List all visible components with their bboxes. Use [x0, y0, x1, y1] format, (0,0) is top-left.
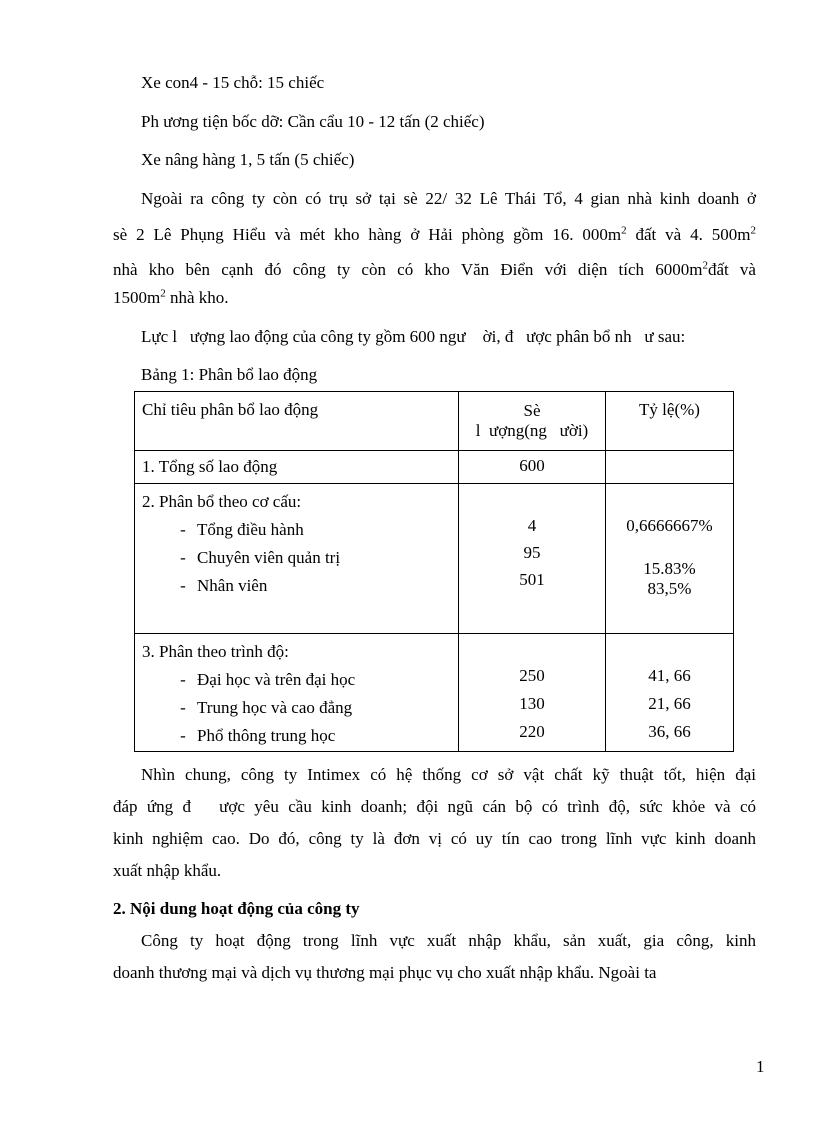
row-value: 250 — [519, 666, 545, 685]
paragraph-line: doanh thương mại và dịch vụ thương mại phục vụ cho xuất nhập khẩu. Ngoài ta — [113, 963, 657, 982]
table-cell — [135, 451, 459, 484]
table-row — [135, 451, 734, 484]
table-cell — [606, 484, 734, 634]
table-header-row — [135, 392, 734, 451]
row-pct: 83,5% — [647, 579, 692, 598]
paragraph-line: $1500m^2$ nhà kho. — [113, 287, 229, 307]
table-cell — [459, 634, 606, 752]
list-item: - Trung học và cao đẳng — [180, 698, 353, 717]
section-heading: 2. Nội dung hoạt động của công ty — [113, 899, 360, 918]
row-label: 1. Tổng số lao động — [142, 457, 278, 476]
paragraph-line: đáp ứng đ ược yêu cầu kinh doanh; đội ngũ cán bộ có trình độ, sức khỏe và có — [113, 797, 756, 816]
table-cell — [459, 451, 606, 484]
header-label: Sè — [523, 401, 541, 420]
paragraph-line: kinh nghiệm cao. Do đó, công ty là đơn vị có uy tín cao trong lĩnh vực kinh doanh — [113, 829, 756, 848]
table-row — [135, 634, 734, 752]
row-value: 4 — [527, 516, 537, 535]
page-number: 1 — [756, 1057, 765, 1076]
row-pct: 15.83% — [643, 559, 696, 578]
header-cell — [459, 392, 606, 451]
list-item: - Tổng điều hành — [180, 520, 304, 539]
text-line: Lực l ượng lao động của công ty gồm 600 ngư ời, đ ược phân bổ nh ư sau: — [141, 327, 686, 346]
paragraph-line: Ngoài ra công ty còn có trụ sở tại sè 22/ 32 Lê Thái Tổ, 4 gian nhà kinh doanh ở — [141, 189, 756, 208]
list-item: - Nhân viên — [180, 576, 268, 595]
row-label: 3. Phân theo trình độ: — [142, 642, 289, 661]
row-value: 95 — [523, 543, 541, 562]
list-item: - Đại học và trên đại học — [180, 670, 356, 689]
paragraph-line: nhà kho bên cạnh đó công ty còn có kho Văn Điển với diện tích $6000m^2đất$ và — [113, 259, 756, 279]
header-label: l ượng(ng ười) — [475, 421, 589, 440]
text-line: Xe con4 - 15 chỗ: 15 chiếc — [141, 73, 325, 92]
header-label: Tỷ lệ(%) — [639, 400, 700, 419]
paragraph-line: Nhìn chung, công ty Intimex có hệ thống cơ sở vật chất kỹ thuật tốt, hiện đại — [141, 765, 756, 784]
paragraph-line: Công ty hoạt động trong lĩnh vực xuất nhập khẩu, sản xuất, gia công, kinh — [141, 931, 756, 950]
table-cell — [135, 634, 459, 752]
list-item: - Phổ thông trung học — [180, 726, 336, 745]
row-pct: 41, 66 — [648, 666, 691, 685]
row-pct: 0,6666667% — [626, 516, 713, 535]
row-value: 600 — [519, 456, 545, 475]
table-cell — [135, 484, 459, 634]
header-cell — [606, 392, 734, 451]
table-row — [135, 484, 734, 634]
list-item: - Chuyên viên quản trị — [180, 548, 341, 567]
paragraph-line: sè 2 Lê Phụng Hiểu và mét kho hàng ở Hải phòng gồm 16. $000m^2$ đất và 4. $500m^2$ — [113, 224, 757, 244]
table-cell — [606, 634, 734, 752]
labor-table — [134, 391, 734, 752]
row-pct: 36, 66 — [648, 722, 691, 741]
row-label: 2. Phân bổ theo cơ cấu: — [142, 492, 302, 511]
text-line: Xe nâng hàng 1, 5 tấn (5 chiếc) — [141, 150, 355, 169]
row-value: 130 — [519, 694, 545, 713]
row-value: 501 — [519, 570, 545, 589]
table-cell — [459, 484, 606, 634]
table-cell — [606, 451, 734, 484]
text-line: Ph ương tiện bốc dỡ: Cần cẩu 10 - 12 tấn (2 chiếc) — [141, 112, 485, 131]
row-value: 220 — [519, 722, 545, 741]
row-pct: 21, 66 — [648, 694, 691, 713]
table-caption: Bảng 1: Phân bổ lao động — [141, 365, 318, 384]
paragraph-line: xuất nhập khẩu. — [113, 861, 222, 880]
header-label: Chỉ tiêu phân bổ lao động — [142, 400, 319, 419]
header-cell — [135, 392, 459, 451]
